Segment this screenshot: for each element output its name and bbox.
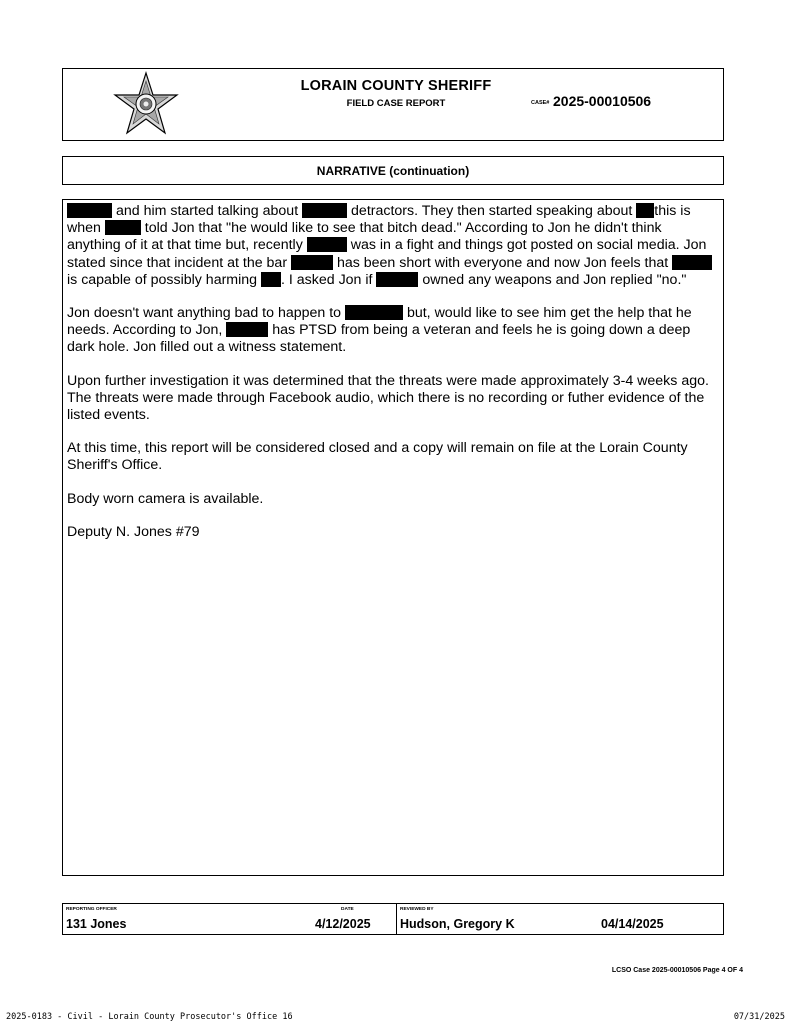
- reviewed-date: 04/14/2025: [601, 917, 664, 931]
- sheriff-star-badge-icon: [111, 71, 181, 139]
- narrative-title: NARRATIVE (continuation): [316, 164, 470, 178]
- reviewed-by: Hudson, Gregory K: [400, 917, 515, 931]
- redaction-block: [105, 220, 141, 235]
- reviewed-by-label: REVIEWED BY: [400, 907, 434, 912]
- redaction-block: [376, 272, 418, 287]
- signature-divider: [396, 904, 397, 934]
- narrative-text-run: and him started talking about: [115, 203, 303, 219]
- redaction-block: [345, 305, 403, 320]
- reporting-officer: 131 Jones: [66, 917, 127, 931]
- narrative-title-bar: [62, 156, 724, 185]
- narrative-paragraph-3: Upon further investigation it was determined that the threats were made approximately 3-4 weeks ago. The threats were made through Facebook audio, which there is no recording or futher evidence of the listed events.: [67, 372, 709, 424]
- redaction-block: [636, 203, 654, 218]
- signature-strip: [62, 903, 724, 935]
- bottom-stamp-left: 2025-0183 - Civil - Lorain County Prosecutor's Office 16: [6, 1012, 293, 1022]
- redaction-block: [261, 272, 281, 287]
- redaction-block: [67, 203, 112, 218]
- date-label: DATE: [341, 907, 354, 912]
- narrative-text-run: this is when: [67, 203, 691, 237]
- narrative-text-run: . I asked Jon if: [281, 271, 377, 288]
- case-number: 2025-00010506: [553, 93, 652, 109]
- redaction-block: [226, 322, 268, 337]
- report-date: 4/12/2025: [315, 917, 371, 931]
- narrative-text-run: owned any weapons and Jon replied "no.": [418, 271, 687, 288]
- narrative-text-run: has PTSD from being a veteran and feels he is going down a deep dark hole. Jon filled out a witness statement.: [67, 322, 691, 356]
- redaction-block: [307, 237, 347, 252]
- redaction-block: [672, 255, 712, 270]
- narrative-paragraph-2: [67, 305, 717, 357]
- redaction-block: [291, 255, 333, 270]
- narrative-text-run: was in a fight and things got posted on social media. Jon stated since that incident at the bar: [67, 237, 707, 271]
- deputy-signature-line: Deputy N. Jones #79: [67, 523, 200, 540]
- narrative-text-run: detractors. They then started speaking about: [347, 203, 637, 219]
- narrative-text-run: is capable of possibly harming: [67, 271, 261, 288]
- narrative-paragraph-1-text: [67, 203, 712, 288]
- bottom-stamp-right: 07/31/2025: [733, 1012, 785, 1022]
- narrative-paragraph-1: [67, 203, 717, 289]
- narrative-body: [62, 199, 724, 876]
- narrative-text: [67, 203, 717, 557]
- narrative-text-run: has been short with everyone and now Jon feels that: [333, 254, 673, 271]
- report-type: FIELD CASE REPORT: [346, 98, 446, 109]
- report-header: [62, 68, 724, 141]
- reporting-officer-label: REPORTING OFFICER: [66, 907, 117, 912]
- narrative-text-run: but, would like to see him get the help that he needs. According to Jon,: [67, 305, 692, 339]
- narrative-paragraph-5: Body worn camera is available.: [67, 490, 264, 507]
- narrative-text-run: Jon doesn't want anything bad to happen to: [67, 305, 346, 322]
- narrative-paragraph-4: At this time, this report will be considered closed and a copy will remain on file at the Lorain County Sheriff's Office.: [67, 440, 688, 474]
- agency-name: LORAIN COUNTY SHERIFF: [300, 78, 492, 94]
- redaction-block: [302, 203, 347, 218]
- page-footer: LCSO Case 2025-00010506 Page 4 OF 4: [611, 967, 743, 974]
- narrative-text-run: told Jon that "he would like to see that bitch dead." According to Jon he didn't think anything of it at that time but, recently: [67, 220, 662, 254]
- case-label: CASE#: [531, 100, 550, 106]
